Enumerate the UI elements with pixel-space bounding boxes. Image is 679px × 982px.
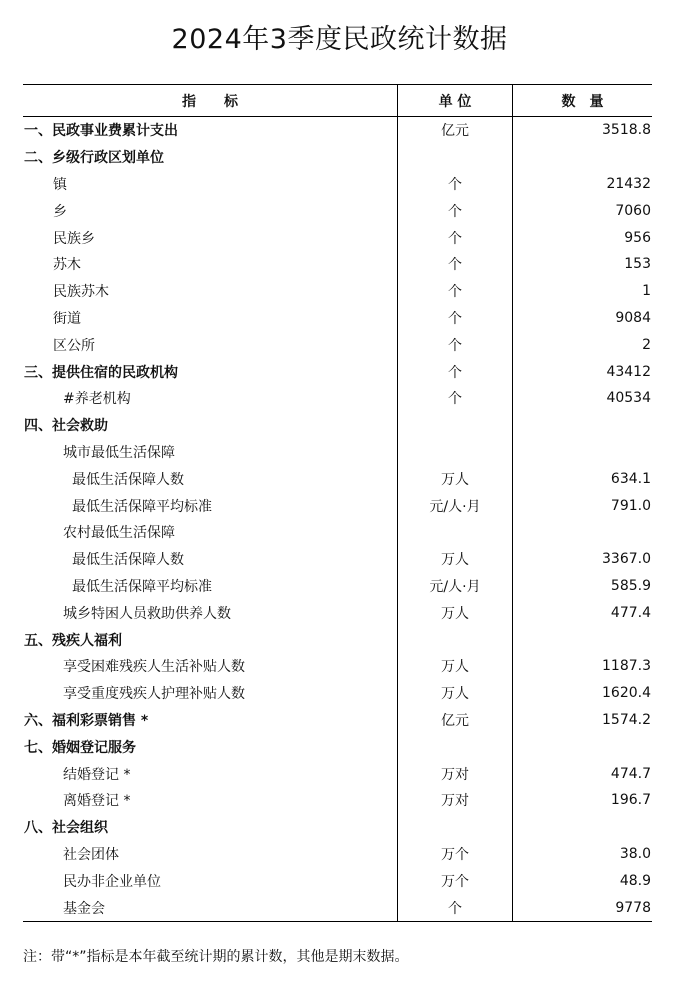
row-unit: 个 [397,278,513,305]
row-label: 基金会 [63,900,105,917]
table-row [23,787,652,814]
row-value: 3518.8 [602,122,651,139]
row-value: 2 [642,336,651,353]
table-row [23,546,652,573]
row-value: 3367.0 [602,551,651,568]
row-label: #养老机构 [63,391,131,408]
table-row [23,519,652,546]
row-label: 民办非企业单位 [63,873,161,890]
row-label: 街道 [53,310,81,327]
row-label: 社会团体 [63,846,119,863]
table-row [23,465,652,492]
row-value [513,814,652,841]
row-label: 七、婚姻登记服务 [24,739,136,756]
row-unit: 万对 [397,787,513,814]
table-row [23,841,652,868]
row-label: 农村最低生活保障 [63,525,175,542]
table-row [23,358,652,385]
table-row [23,653,652,680]
table-row [23,412,652,439]
row-value [513,519,652,546]
row-value: 1 [642,283,651,300]
row-label: 区公所 [53,337,95,354]
row-value: 196.7 [610,792,651,809]
row-label: 四、社会救助 [24,418,108,435]
row-value: 9084 [615,309,651,326]
row-label: 结婚登记 * [63,766,131,783]
row-label: 离婚登记 * [63,793,131,810]
table-row [23,144,652,171]
table-row [23,707,652,734]
footnote: 注：带“*”指标是本年截至统计期的累计数，其他是期末数据。 [23,949,409,965]
row-value: 21432 [606,175,651,192]
row-unit: 亿元 [397,117,513,144]
table-row [23,197,652,224]
row-label: 城市最低生活保障 [63,444,175,461]
row-unit: 万人 [397,653,513,680]
row-unit: 万对 [397,760,513,787]
row-value: 791.0 [610,497,651,514]
row-unit [397,519,513,546]
row-value [513,144,652,171]
row-value [513,733,652,760]
row-unit: 个 [397,385,513,412]
row-label: 享受重度残疾人护理补贴人数 [63,686,245,703]
row-value: 43412 [606,363,651,380]
row-value: 474.7 [610,765,651,782]
row-label: 城乡特困人员救助供养人数 [63,605,231,622]
row-value [513,412,652,439]
row-unit: 万个 [397,841,513,868]
row-value: 48.9 [619,872,651,889]
row-label: 民族苏木 [53,284,109,301]
table-row [23,599,652,626]
table-row [23,251,652,278]
row-label: 一、民政事业费累计支出 [24,123,178,140]
table-body [23,117,652,921]
table-row [23,573,652,600]
table-row [23,733,652,760]
row-label: 最低生活保障人数 [72,471,184,488]
row-unit: 个 [397,224,513,251]
table-row [23,760,652,787]
row-unit: 个 [397,358,513,385]
table-row [23,492,652,519]
row-value: 7060 [615,202,651,219]
row-value: 9778 [615,899,651,916]
row-unit: 个 [397,331,513,358]
table-header-row [23,85,652,117]
table-row [23,867,652,894]
row-unit: 亿元 [397,707,513,734]
row-unit [397,439,513,466]
row-unit [397,144,513,171]
table-row [23,224,652,251]
row-unit: 元/人·月 [397,492,513,519]
table-row [23,278,652,305]
table-row [23,680,652,707]
table-row [23,439,652,466]
table-row [23,171,652,198]
row-label: 最低生活保障平均标准 [72,578,212,595]
table-row [23,814,652,841]
row-value [513,626,652,653]
row-unit: 万人 [397,546,513,573]
row-label: 民族乡 [53,230,95,247]
row-unit: 元/人·月 [397,573,513,600]
row-label: 乡 [53,203,67,220]
row-unit [397,412,513,439]
table-row [23,331,652,358]
row-label: 八、社会组织 [24,820,108,837]
table-row [23,626,652,653]
row-value: 38.0 [619,845,651,862]
row-label: 五、残疾人福利 [24,632,122,649]
row-value: 585.9 [610,577,651,594]
header-indicator: 指 标 [182,93,238,110]
row-label: 六、福利彩票销售 * [24,712,149,729]
row-value: 477.4 [610,604,651,621]
statistics-table [23,84,652,922]
header-quantity: 数 量 [561,93,604,110]
row-unit: 个 [397,894,513,921]
row-label: 三、提供住宿的民政机构 [24,364,178,381]
row-label: 最低生活保障人数 [72,552,184,569]
row-value: 1574.2 [602,711,651,728]
row-unit: 万人 [397,680,513,707]
header-unit: 单 位 [397,85,513,116]
row-unit: 个 [397,305,513,332]
row-label: 最低生活保障平均标准 [72,498,212,515]
row-unit: 万人 [397,465,513,492]
row-label: 苏木 [53,257,81,274]
row-unit: 个 [397,171,513,198]
row-unit [397,626,513,653]
row-value: 1620.4 [602,685,651,702]
row-label: 享受困难残疾人生活补贴人数 [63,659,245,676]
row-value: 634.1 [610,470,651,487]
row-value: 40534 [606,390,651,407]
table-row [23,117,652,144]
row-unit: 万人 [397,599,513,626]
row-value: 153 [624,256,651,273]
row-label: 镇 [53,176,67,193]
row-unit: 个 [397,251,513,278]
page-title: 2024年3季度民政统计数据 [171,24,508,56]
row-unit: 个 [397,197,513,224]
row-value [513,439,652,466]
table-row [23,305,652,332]
table-row [23,894,652,921]
row-value: 1187.3 [602,658,651,675]
row-label: 二、乡级行政区划单位 [24,150,164,167]
row-unit [397,814,513,841]
row-unit: 万个 [397,867,513,894]
row-value: 956 [624,229,651,246]
row-unit [397,733,513,760]
table-row [23,385,652,412]
